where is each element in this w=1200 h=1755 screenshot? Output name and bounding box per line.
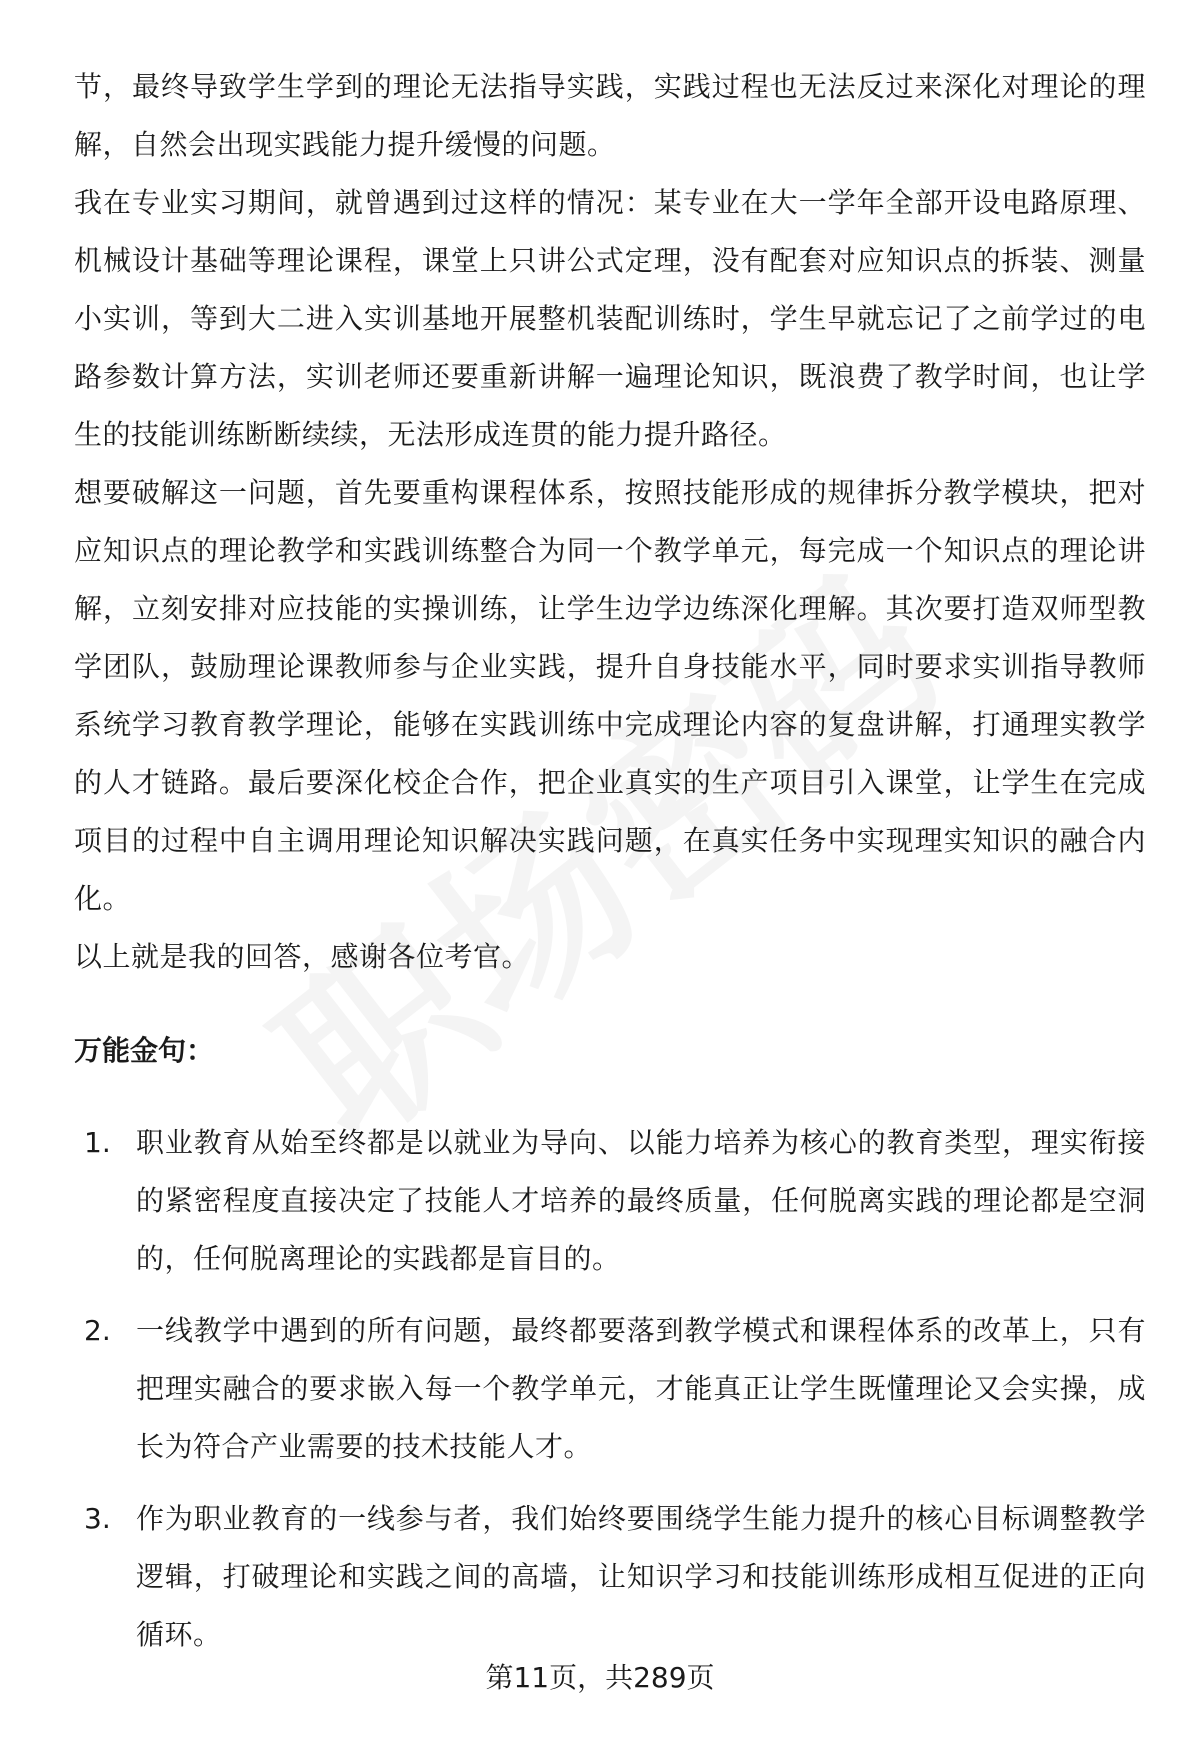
- paragraph-1: 节，最终导致学生学到的理论无法指导实践，实践过程也无法反过来深化对理论的理解，自然会出现实践能力提升缓慢的问题。: [74, 70, 1146, 161]
- document-body: [74, 58, 1146, 1664]
- page-footer: 第11页，共289页: [485, 1661, 715, 1694]
- quote-text: 作为职业教育的一线参与者，我们始终要围绕学生能力提升的核心目标调整教学逻辑，打破理论和实践之间的高墙，让知识学习和技能训练形成相互促进的正向循环。: [136, 1502, 1146, 1651]
- quote-text: 一线教学中遇到的所有问题，最终都要落到教学模式和课程体系的改革上，只有把理实融合的要求嵌入每一个教学单元，才能真正让学生既懂理论又会实操，成长为符合产业需要的技术技能人才。: [136, 1314, 1146, 1463]
- section-heading: 万能金句：: [74, 1034, 215, 1067]
- quote-number: 2.: [84, 1314, 111, 1347]
- quote-number: 3.: [84, 1502, 111, 1535]
- paragraph-2: 我在专业实习期间，就曾遇到过这样的情况：某专业在大一学年全部开设电路原理、机械设计基础等理论课程，课堂上只讲公式定理，没有配套对应知识点的拆装、测量小实训，等到大二进入实训基地开展整机装配训练时，学生早就忘记了之前学过的电路参数计算方法，实训老师还要重新讲解一遍理论知识，既浪费了教学时间，也让学生的技能训练断断续续，无法形成连贯的能力提升路径。: [74, 186, 1146, 451]
- paragraph-4: 以上就是我的回答，感谢各位考官。: [74, 940, 531, 973]
- quote-text: 职业教育从始至终都是以就业为导向、以能力培养为核心的教育类型，理实衔接的紧密程度直接决定了技能人才培养的最终质量，任何脱离实践的理论都是空洞的，任何脱离理论的实践都是盲目的。: [136, 1126, 1146, 1275]
- quote-item-3: [74, 1490, 1146, 1664]
- paragraph-3: 想要破解这一问题，首先要重构课程体系，按照技能形成的规律拆分教学模块，把对应知识点的理论教学和实践训练整合为同一个教学单元，每完成一个知识点的理论讲解，立刻安排对应技能的实操训练，让学生边学边练深化理解。其次要打造双师型教学团队，鼓励理论课教师参与企业实践，提升自身技能水平，同时要求实训指导教师系统学习教育教学理论，能够在实践训练中完成理论内容的复盘讲解，打通理实教学的人才链路。最后要深化校企合作，把企业真实的生产项目引入课堂，让学生在完成项目的过程中自主调用理论知识解决实践问题，在真实任务中实现理实知识的融合内化。: [74, 476, 1146, 915]
- quote-list: [74, 1114, 1146, 1664]
- quote-number: 1.: [84, 1126, 111, 1159]
- quote-item-1: [74, 1114, 1146, 1288]
- quote-item-2: [74, 1302, 1146, 1476]
